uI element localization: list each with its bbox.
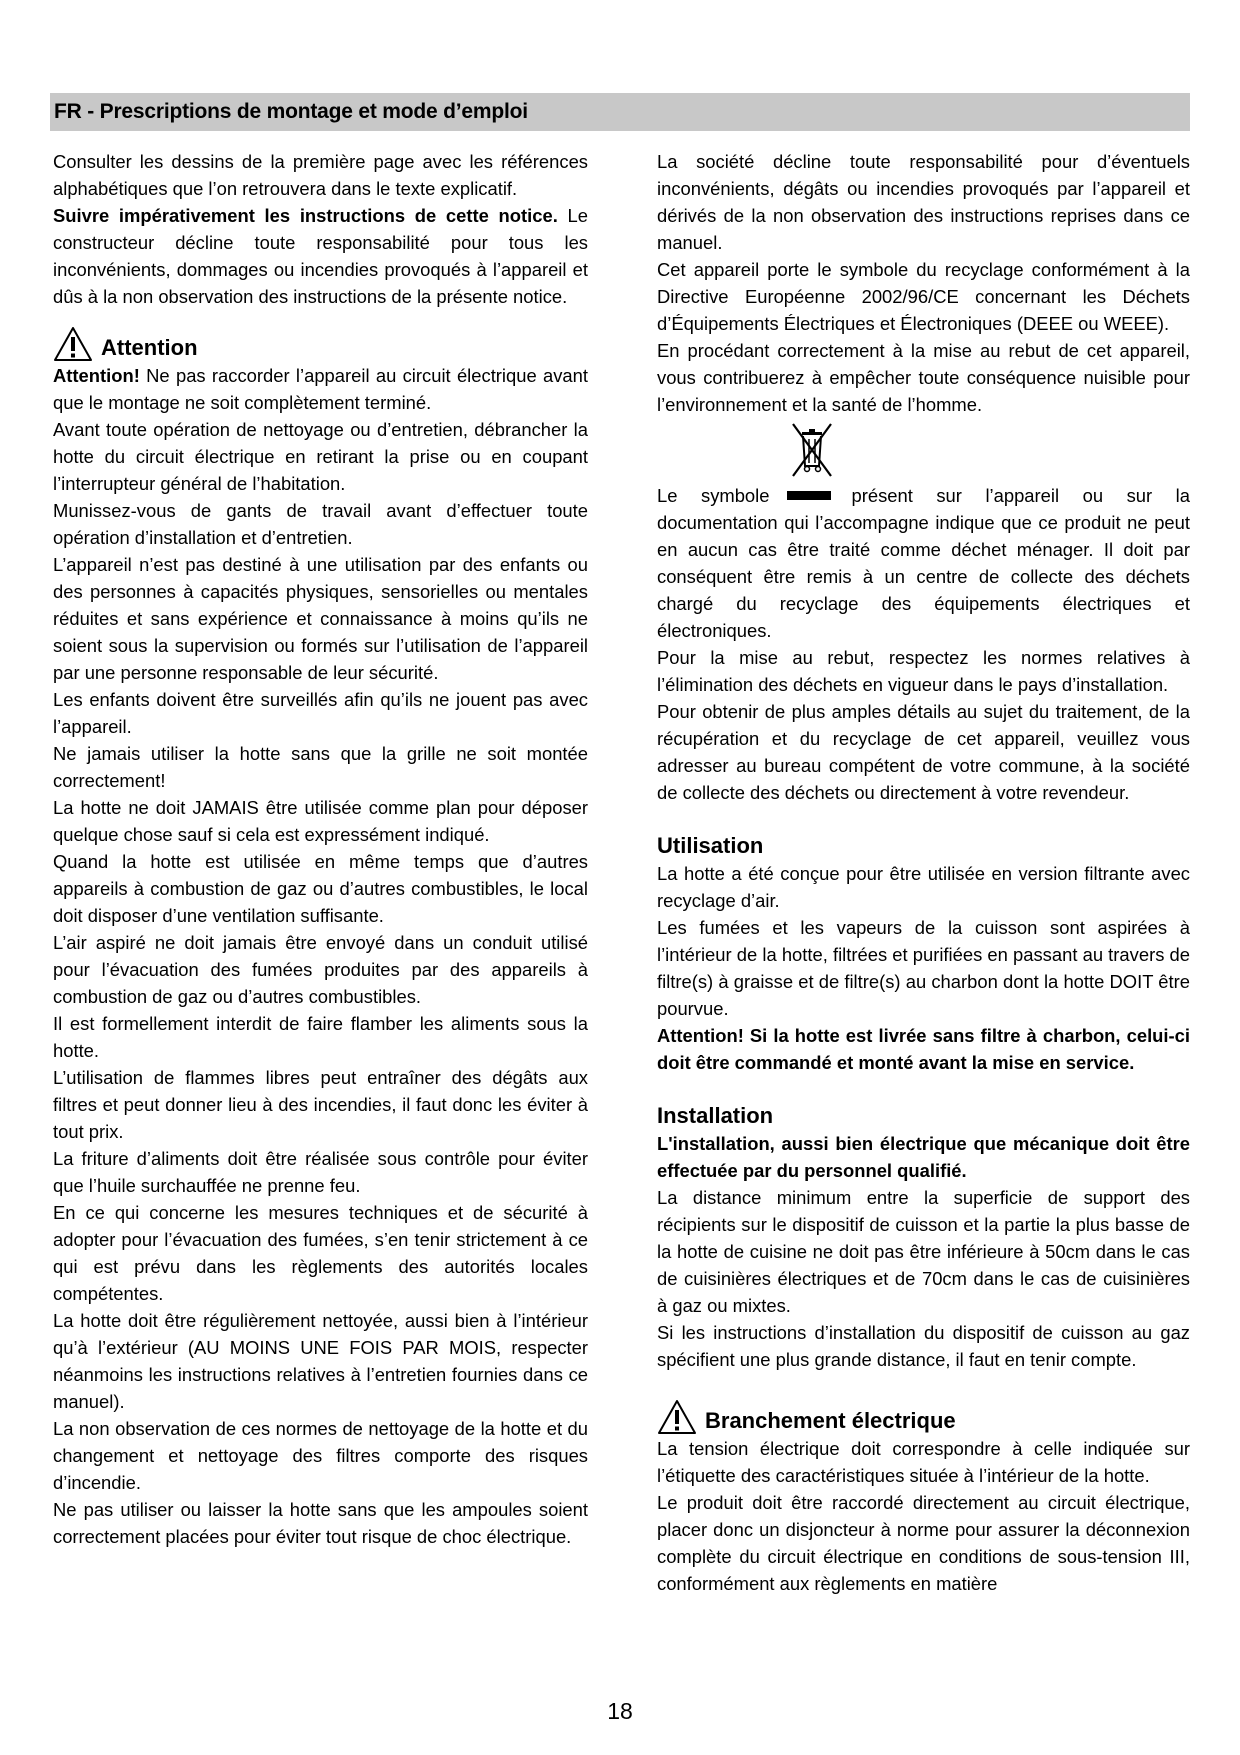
page-number: 18 — [607, 1698, 633, 1724]
electrical-paragraph: La tension électrique doit correspondre à celle indiquée sur l’étiquette des caractéristiques située à l’intérieur de la hotte. — [657, 1438, 1190, 1486]
safety-paragraph: L’air aspiré ne doit jamais être envoyé dans un conduit utilisé pour l’évacuation des fumées produites par des appareils à combustion de gaz ou d’autres combustibles. — [53, 932, 588, 1007]
safety-paragraph: Il est formellement interdit de faire flamber les aliments sous la hotte. — [53, 1013, 588, 1061]
safety-paragraph: La hotte doit être régulièrement nettoyée, aussi bien à l’intérieur qu’à l’extérieur (AU MOINS UNE FOIS PAR MOIS, respecter néanmoins les instructions relatives à l’entretien fournies dans ce manuel). — [53, 1310, 588, 1412]
intro-rest-text: Le constructeur décline toute responsabilité pour tous les inconvénients, dommages ou incendies provoqués à l’appareil et dûs à la non observation des instructions de la présente notice. — [53, 205, 588, 307]
page-title: FR - Prescriptions de montage et mode d’emploi — [54, 100, 528, 123]
safety-paragraph: La friture d’aliments doit être réalisée sous contrôle pour éviter que l’huile surchauffée ne prenne feu. — [53, 1148, 588, 1196]
disposal-paragraph: Pour la mise au rebut, respectez les normes relatives à l’élimination des déchets en vigueur dans le pays d’installation. — [657, 647, 1190, 695]
installation-paragraph: La distance minimum entre la superficie de support des récipients sur le dispositif de cuisson et la partie la plus basse de la hotte de cuisine ne doit pas être inférieure à 50cm dans le cas de cuisinières électriques et de 70cm dans le cas de cuisinières à gaz ou mixtes. — [657, 1187, 1190, 1316]
utilisation-paragraph: Les fumées et les vapeurs de la cuisson sont aspirées à l’intérieur de la hotte, filtrées et purifiées en passant au travers de filtre(s) à graisse et de filtre(s) au charbon dont la hotte DOIT être pourvue. — [657, 917, 1190, 1019]
attention-heading — [53, 326, 588, 362]
weee-symbol-row — [657, 418, 1190, 482]
utilisation-warning: Attention! Si la hotte est livrée sans filtre à charbon, celui-ci doit être commandé et monté avant la mise en service. — [657, 1025, 1190, 1073]
attention-bold-text: Attention! — [53, 365, 140, 386]
warning-triangle-icon — [657, 1399, 697, 1435]
safety-paragraph: La non observation de ces normes de nettoyage de la hotte et du changement et nettoyage des filtres comporte des risques d’incendie. — [53, 1418, 588, 1493]
warning-triangle-icon — [53, 326, 93, 362]
left-column — [53, 148, 588, 1550]
electrical-title: Branchement électrique — [705, 1408, 956, 1433]
electrical-heading — [657, 1399, 1190, 1435]
attention-rest-text: Ne pas raccorder l’appareil au circuit électrique avant que le montage ne soit complètement terminé. — [53, 365, 588, 413]
safety-paragraph: Munissez-vous de gants de travail avant d’effectuer toute opération d’installation et d’entretien. — [53, 500, 588, 548]
attention-title: Attention — [101, 335, 198, 360]
utilisation-title: Utilisation — [657, 833, 764, 858]
symbol-paragraph — [657, 482, 1190, 644]
installation-paragraph: Si les instructions d’installation du dispositif de cuisson au gaz spécifient une plus grande distance, il faut en tenir compte. — [657, 1322, 1190, 1370]
intro-bold-text: Suivre impérativement les instructions de cette notice. — [53, 205, 558, 226]
electrical-paragraph: Le produit doit être raccordé directement au circuit électrique, placer donc un disjoncteur à norme pour assurer la déconnexion complète du circuit électrique en conditions de sous-tension III, conformément aux règlements en matière — [657, 1492, 1190, 1594]
recycling-paragraph: En procédant correctement à la mise au rebut de cet appareil, vous contribuerez à empêcher toute conséquence nuisible pour l’environnement et la santé de l’homme. — [657, 340, 1190, 415]
safety-paragraph: Ne pas utiliser ou laisser la hotte sans que les ampoules soient correctement placées pour éviter tout risque de choc électrique. — [53, 1499, 588, 1547]
recycling-paragraph: Cet appareil porte le symbole du recyclage conformément à la Directive Européenne 2002/96/CE concernant les Déchets d’Équipements Électriques et Électroniques (DEEE ou WEEE). — [657, 259, 1190, 334]
black-bar-icon — [787, 491, 831, 500]
attention-paragraph — [53, 362, 588, 416]
symbol-rest-text: présent sur l’appareil ou sur la documentation qui l’accompagne indique que ce produit ne peut en aucun cas être traité comme déchet ménager. Il doit par conséquent être remis à un centre de collecte des déchets chargé du recyclage des équipements électriques et électroniques. — [657, 485, 1190, 641]
safety-paragraph: Quand la hotte est utilisée en même temps que d’autres appareils à combustion de gaz ou d’autres combustibles, le local doit disposer d’une ventilation suffisante. — [53, 851, 588, 926]
safety-paragraph: Ne jamais utiliser la hotte sans que la grille ne soit montée correctement! — [53, 743, 588, 791]
safety-paragraph: L’appareil n’est pas destiné à une utilisation par des enfants ou des personnes à capacités physiques, sensorielles ou mentales réduites et sans expérience et connaissance à moins qu’ils ne soient sous la supervision ou formés sur l’utilisation de l’appareil par une personne responsable de leur sécurité. — [53, 554, 588, 683]
right-column — [657, 148, 1190, 1597]
recycling-paragraph: La société décline toute responsabilité pour d’éventuels inconvénients, dégâts ou incendies provoqués par l’appareil et dérivés de la non observation des instructions reprises dans ce manuel. — [657, 151, 1190, 253]
crossed-bin-icon — [785, 420, 839, 487]
utilisation-paragraph: La hotte a été conçue pour être utilisée en version filtrante avec recyclage d’air. — [657, 863, 1190, 911]
installation-title: Installation — [657, 1103, 774, 1128]
installation-qualified-note: L'installation, aussi bien électrique que mécanique doit être effectuée par du personnel qualifié. — [657, 1133, 1190, 1181]
section-header-bar — [50, 93, 1190, 131]
disposal-paragraph: Pour obtenir de plus amples détails au sujet du traitement, de la récupération et du recyclage de cet appareil, veuillez vous adresser au bureau compétent de votre commune, à la société de collecte des déchets ou directement à votre revendeur. — [657, 701, 1190, 803]
safety-paragraph: La hotte ne doit JAMAIS être utilisée comme plan pour déposer quelque chose sauf si cela est expressément indiqué. — [53, 797, 588, 845]
intro-paragraph: Consulter les dessins de la première page avec les références alphabétiques que l’on retrouvera dans le texte explicatif. — [53, 151, 588, 199]
safety-paragraph: En ce qui concerne les mesures techniques et de sécurité à adopter pour l’évacuation des fumées, s’en tenir strictement à ce qui est prévu dans les règlements des autorités locales compétentes. — [53, 1202, 588, 1304]
safety-paragraph: L’utilisation de flammes libres peut entraîner des dégâts aux filtres et peut donner lieu à des incendies, il faut donc les éviter à tout prix. — [53, 1067, 588, 1142]
safety-paragraph: Les enfants doivent être surveillés afin qu’ils ne jouent pas avec l’appareil. — [53, 689, 588, 737]
intro-notice-paragraph — [53, 202, 588, 310]
symbol-lead-text: Le symbole — [657, 485, 770, 506]
safety-paragraph: Avant toute opération de nettoyage ou d’entretien, débrancher la hotte du circuit électrique en retirant la prise ou en coupant l’interrupteur général de l’habitation. — [53, 419, 588, 494]
